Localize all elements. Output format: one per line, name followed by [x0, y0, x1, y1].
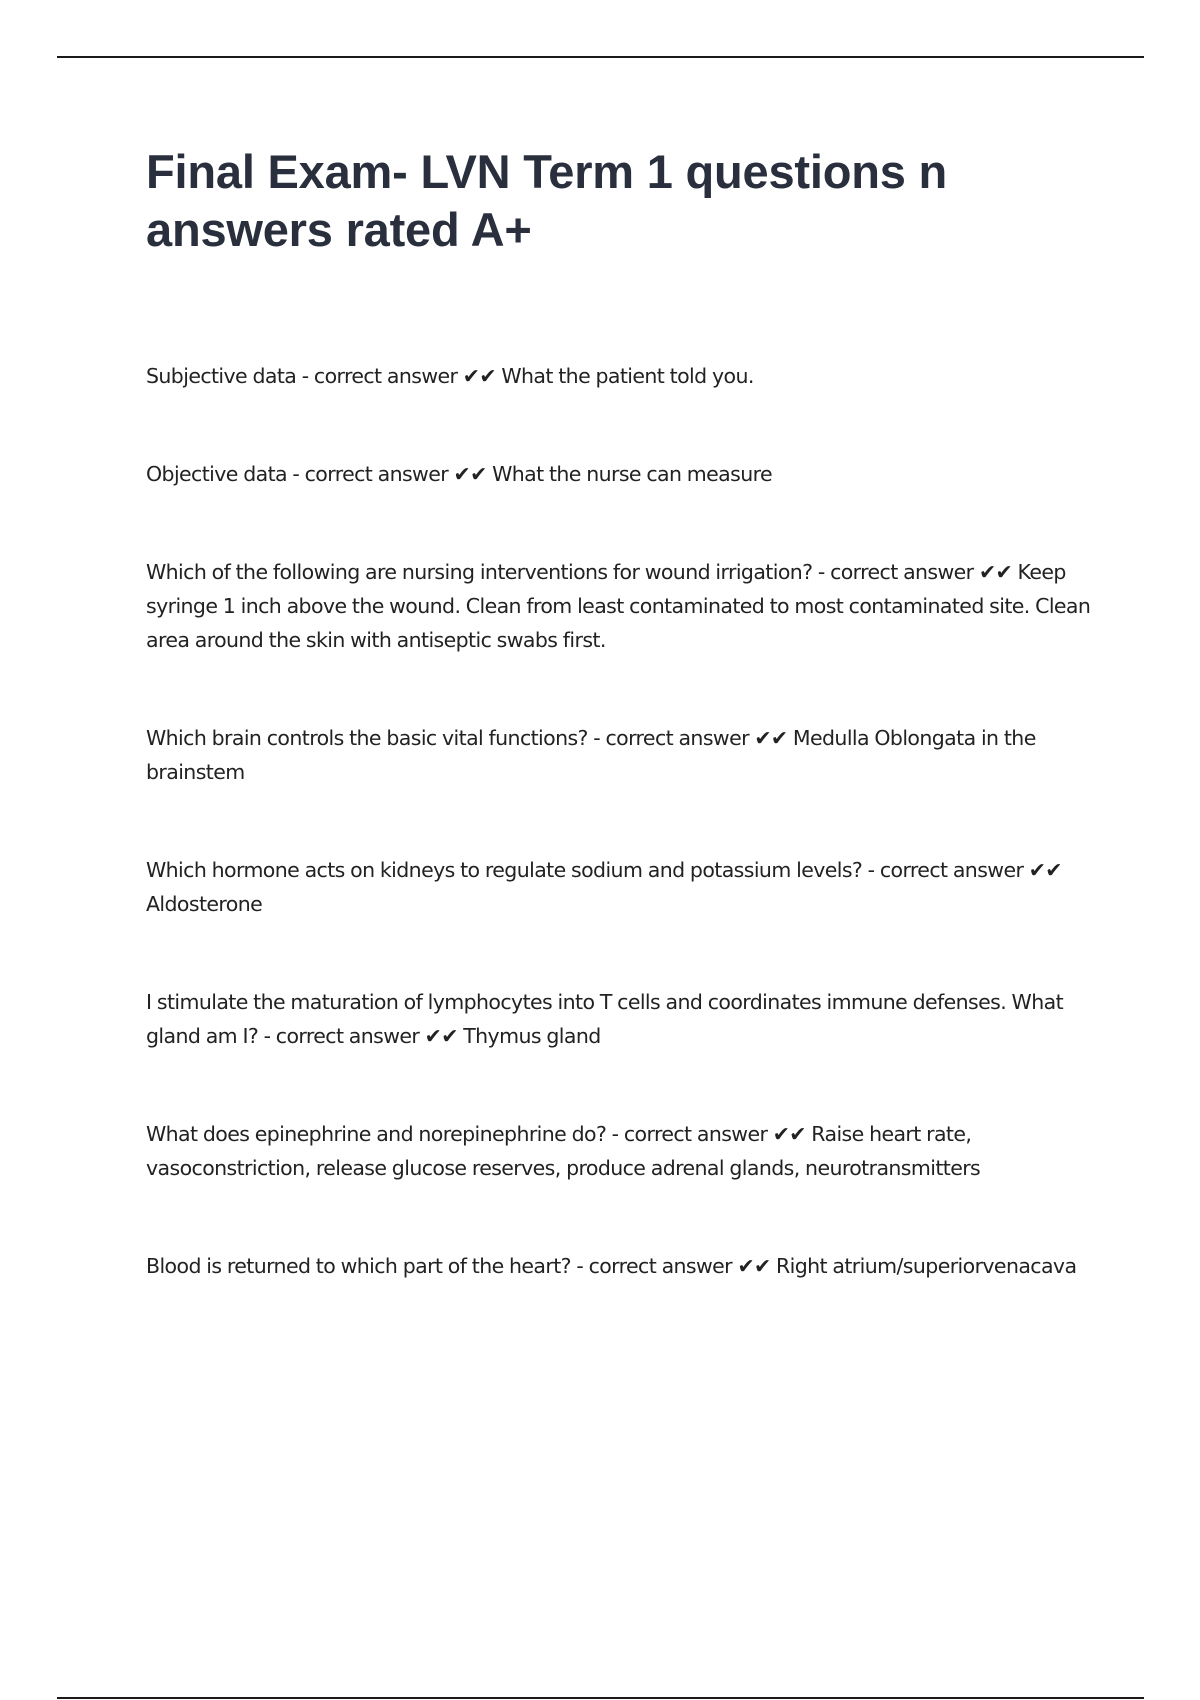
separator-text: - correct answer [587, 726, 755, 750]
answer-text: Aldosterone [146, 892, 263, 916]
question-text: Which brain controls the basic vital functions? [146, 726, 588, 750]
separator-text: - correct answer [606, 1122, 773, 1146]
bottom-rule [57, 1697, 1144, 1699]
double-check-icon: ✔✔ [772, 1122, 806, 1146]
double-check-icon: ✔✔ [453, 462, 487, 486]
question-text: Objective data [146, 462, 287, 486]
double-check-icon: ✔✔ [754, 726, 788, 750]
qa-item [146, 1249, 1096, 1283]
qa-item [146, 721, 1096, 789]
separator-text: - correct answer [258, 1024, 425, 1048]
question-text: Subjective data [146, 364, 297, 388]
question-text: I stimulate the maturation of lymphocytes into T cells and coordinates immune defenses. What gland am I? [146, 990, 1064, 1048]
double-check-icon: ✔✔ [737, 1254, 771, 1278]
separator-text: - correct answer [862, 858, 1029, 882]
question-text: Which hormone acts on kidneys to regulate sodium and potassium levels? [146, 858, 863, 882]
answer-text: Medulla Oblongata in the brainstem [146, 726, 1036, 784]
separator-text: - correct answer [570, 1254, 738, 1278]
question-text: What does epinephrine and norepinephrine do? [146, 1122, 607, 1146]
double-check-icon: ✔✔ [1028, 858, 1062, 882]
answer-text: Keep syringe 1 inch above the wound. Clean from least contaminated to most contaminated site. Clean area around the skin with antiseptic swabs first. [146, 560, 1091, 652]
document-title: Final Exam- LVN Term 1 questions n answers rated A+ [146, 145, 948, 256]
separator-text: - correct answer [296, 364, 463, 388]
double-check-icon: ✔✔ [978, 560, 1013, 584]
answer-text: Right atrium/superiorvenacava [770, 1254, 1077, 1278]
question-text: Blood is returned to which part of the heart? [146, 1254, 571, 1278]
qa-item [146, 853, 1096, 921]
separator-text: - correct answer [812, 560, 979, 584]
question-text: Which of the following are nursing interventions for wound irrigation? [146, 560, 813, 584]
answer-text: What the patient told you. [495, 364, 754, 388]
answer-text: What the nurse can measure [486, 462, 772, 486]
qa-list [146, 359, 1096, 1283]
answer-text: Raise heart rate, vasoconstriction, release glucose reserves, produce adrenal glands, neurotransmitters [146, 1122, 981, 1180]
qa-item [146, 1117, 1096, 1185]
double-check-icon: ✔✔ [424, 1024, 458, 1048]
qa-item [146, 985, 1096, 1053]
separator-text: - correct answer [287, 462, 454, 486]
answer-text: Thymus gland [457, 1024, 601, 1048]
top-rule [57, 56, 1144, 58]
double-check-icon: ✔✔ [462, 364, 496, 388]
qa-item [146, 457, 1096, 491]
qa-item [146, 359, 1096, 393]
qa-item [146, 555, 1096, 657]
document-content [146, 143, 1096, 1347]
